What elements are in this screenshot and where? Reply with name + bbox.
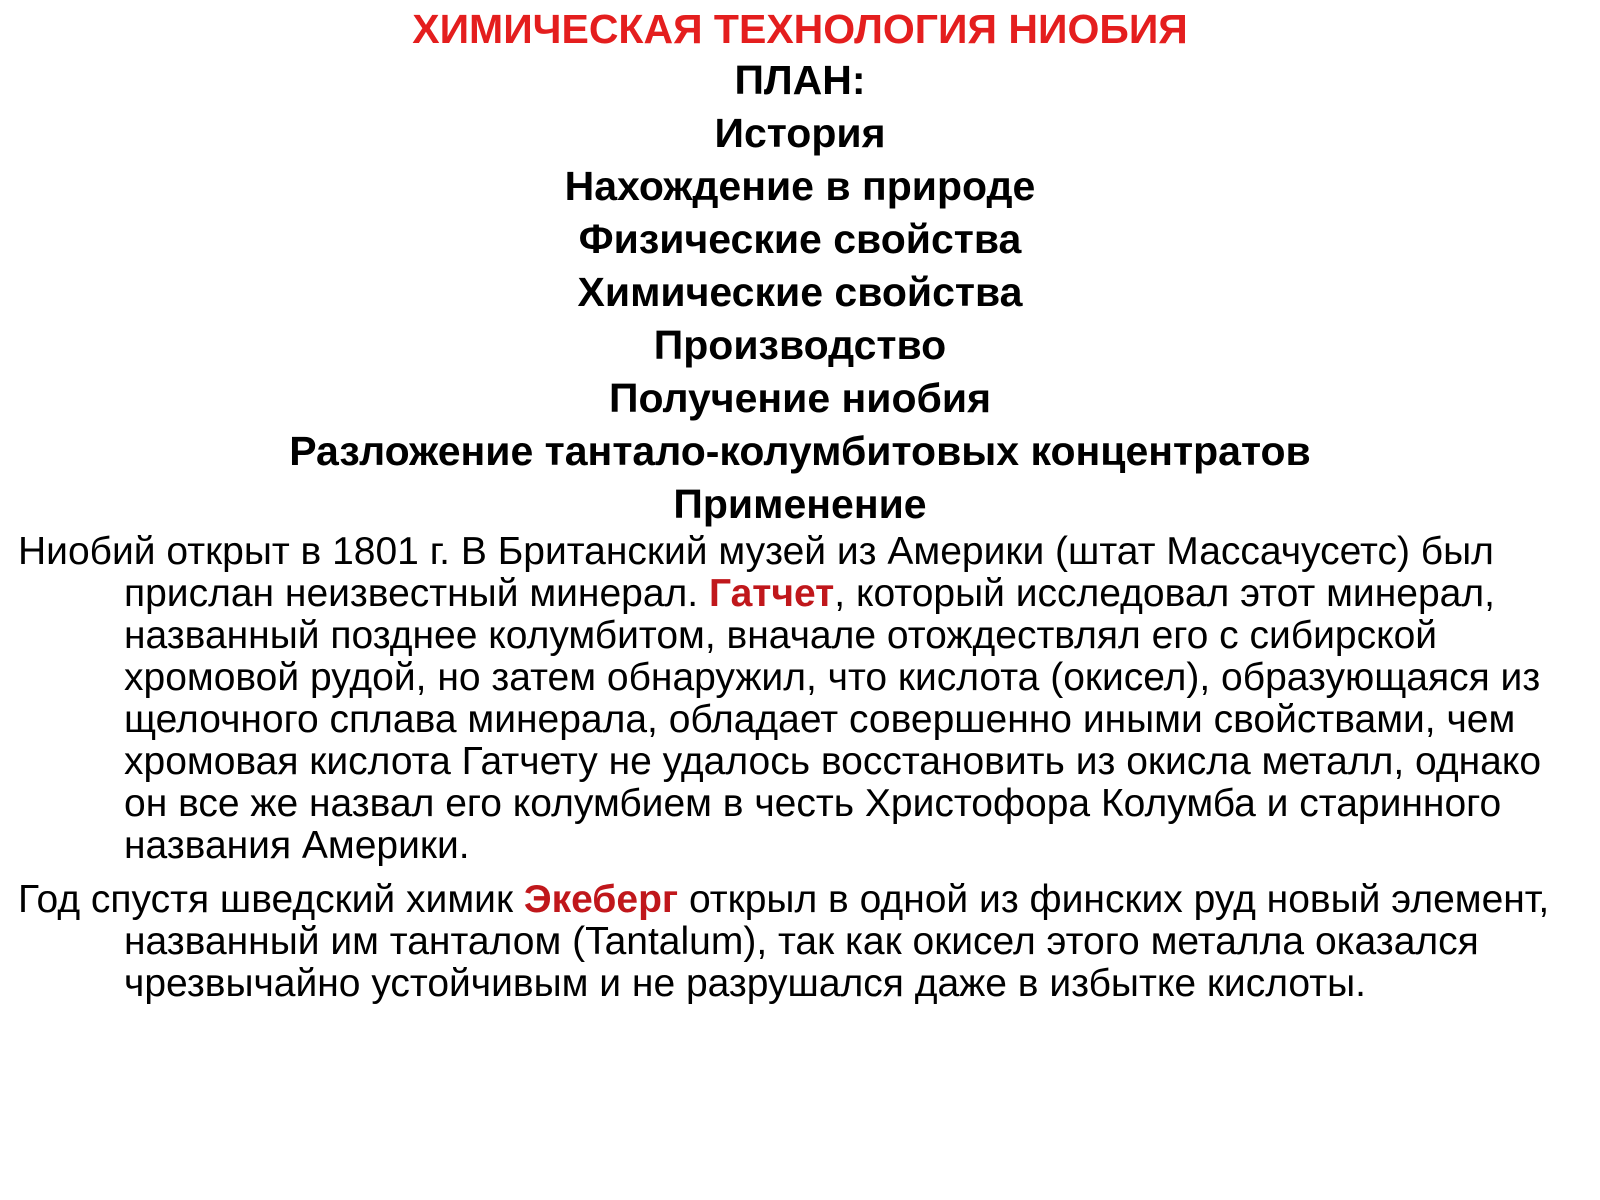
plan-item-decomposition: Разложение тантало-колумбитовых концентратов xyxy=(289,428,1311,474)
history-paragraph-1 xyxy=(18,531,1582,867)
plan-item-production: Производство xyxy=(653,322,947,368)
plan-item-obtaining-niobium: Получение ниобия xyxy=(608,375,992,421)
plan-item-application: Применение xyxy=(673,481,927,527)
paragraph-text: открыл в одной из финских руд новый элемент, названный им танталом (Tantalum), так как окисел этого металла оказался чрезвычайно устойчивым и не разрушался даже в избытке кислоты. xyxy=(124,878,1550,1005)
paragraph-text: Год спустя шведский химик xyxy=(18,878,524,921)
highlighted-name-ekeberg: Экеберг xyxy=(523,878,679,921)
plan-item-occurrence: Нахождение в природе xyxy=(564,163,1036,209)
plan-heading: ПЛАН: xyxy=(734,57,866,103)
paragraph-text: , который исследовал этот минерал, названный позднее колумбитом, вначале отождествлял его с сибирской хромовой рудой, но затем обнаружил, что кислота (окисел), образующаяся из щелочного сплава минерала, обладает совершенно иными свойствами, чем хромовая кислота Гатчету не удалось восстановить из окисла металл, однако он все же назвал его колумбием в честь Христофора Колумба и старинного названия Америки. xyxy=(124,572,1542,867)
highlighted-name-hatchett: Гатчет xyxy=(708,572,835,615)
plan-item-history: История xyxy=(714,110,886,156)
history-paragraph-2 xyxy=(18,879,1582,1005)
plan-item-chemical-properties: Химические свойства xyxy=(577,269,1023,315)
plan-item-physical-properties: Физические свойства xyxy=(578,216,1022,262)
plan-list xyxy=(18,107,1582,531)
paragraph-text: Ниобий открыт в 1801 г. В Британский музей из Америки (штат Массачусетс) был прислан неизвестный минерал. xyxy=(18,530,1494,615)
slide-title: ХИМИЧЕСКАЯ ТЕХНОЛОГИЯ НИОБИЯ xyxy=(412,6,1188,52)
